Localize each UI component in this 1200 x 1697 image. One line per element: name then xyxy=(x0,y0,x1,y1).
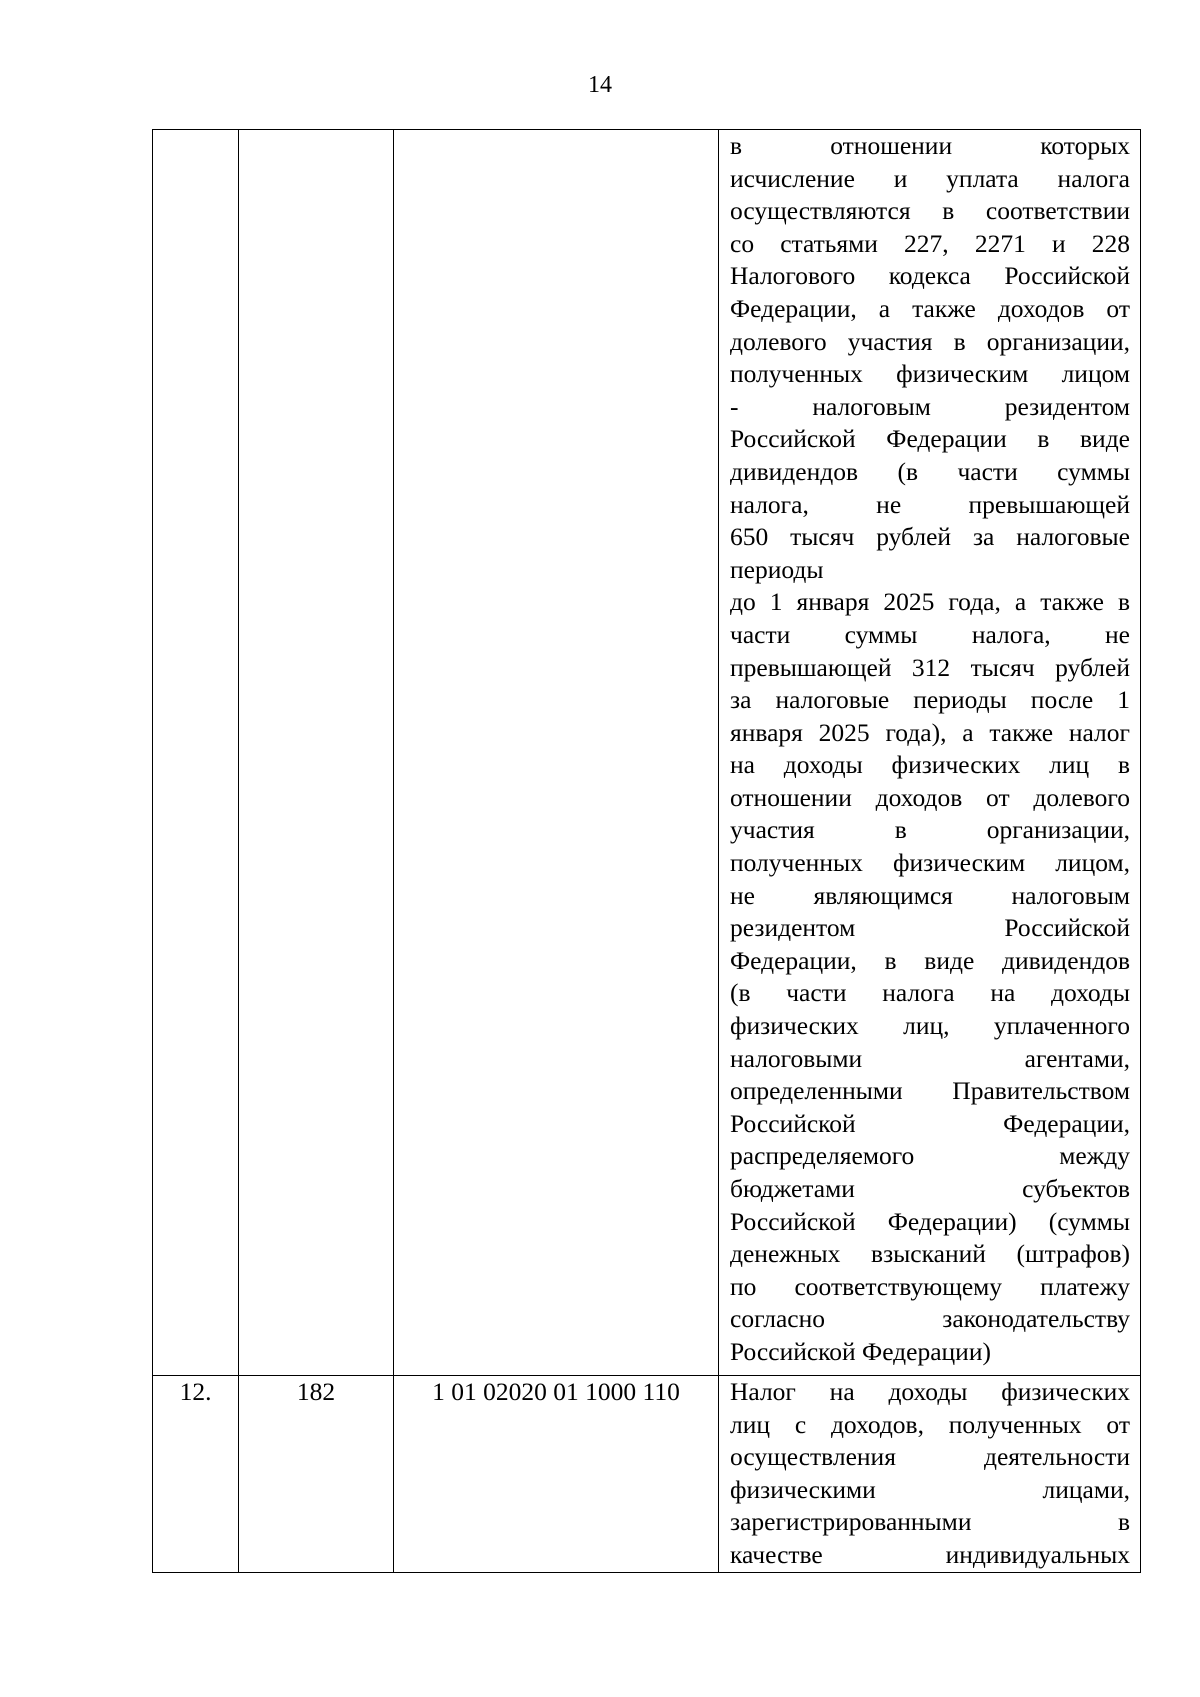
description-line: (в части налога на доходы xyxy=(730,978,1130,1008)
description-line: бюджетами субъектов xyxy=(730,1174,1130,1203)
description-line: исчисление и уплата налога xyxy=(730,163,1130,193)
description-line: на доходы физических лиц в xyxy=(730,750,1130,780)
description-line: участия в организации, xyxy=(730,815,1130,845)
description-line: Российской Федерации в виде xyxy=(730,424,1130,454)
description-line: Российской Федерации) (суммы xyxy=(730,1206,1130,1236)
description-line: осуществляются в соответствии xyxy=(730,196,1130,226)
table-row-continuation xyxy=(153,130,1141,1376)
description-line: Федерации, в виде дивидендов xyxy=(730,945,1130,975)
description-line: Федерации, а также доходов от xyxy=(730,293,1130,323)
description-line: налога, не превышающей xyxy=(730,489,1130,519)
description-line: денежных взысканий (штрафов) xyxy=(730,1239,1130,1269)
description-line: качестве индивидуальных xyxy=(730,1539,1130,1569)
admin-code-cell xyxy=(239,130,394,1376)
description-line: января 2025 года), а также налог xyxy=(730,717,1130,747)
description-line: в отношении которых xyxy=(730,131,1130,160)
page-number: 14 xyxy=(588,72,612,98)
description-line: резидентом Российской xyxy=(730,913,1130,943)
admin-code-cell: 182 xyxy=(239,1376,394,1573)
table-row-12 xyxy=(153,1376,1141,1573)
description-line: лиц с доходов, полученных от xyxy=(730,1409,1130,1439)
description-line: долевого участия в организации, xyxy=(730,326,1130,356)
description-line: физическими лицами, xyxy=(730,1474,1130,1504)
description-line: Российской Федерации) xyxy=(730,1336,991,1366)
description-line: не являющимся налоговым xyxy=(730,880,1130,910)
description-line: осуществления деятельности xyxy=(730,1442,1130,1472)
description-line: по соответствующему платежу xyxy=(730,1271,1130,1301)
description-line: периоды xyxy=(730,554,824,584)
description-line: со статьями 227, 2271 и 228 xyxy=(730,228,1130,258)
description-line: Налог на доходы физических xyxy=(730,1377,1130,1406)
row-number-cell: 12. xyxy=(153,1376,239,1573)
description-text xyxy=(730,1376,1130,1572)
description-line: физических лиц, уплаченного xyxy=(730,1011,1130,1041)
description-line: Российской Федерации, xyxy=(730,1108,1130,1138)
budget-codes-table xyxy=(152,129,1141,1573)
kbk-code-cell xyxy=(394,130,719,1376)
description-line: согласно законодательству xyxy=(730,1304,1130,1334)
kbk-code-cell: 1 01 02020 01 1000 110 xyxy=(394,1376,719,1573)
description-line: 650 тысяч рублей за налоговые xyxy=(730,522,1130,552)
description-line: определенными Правительством xyxy=(730,1076,1130,1106)
description-cell xyxy=(719,130,1141,1376)
description-line: превышающей 312 тысяч рублей xyxy=(730,652,1130,682)
description-line: дивидендов (в части суммы xyxy=(730,456,1130,486)
description-line: полученных физическим лицом, xyxy=(730,848,1130,878)
description-line: до 1 января 2025 года, а также в xyxy=(730,587,1130,617)
description-line: Налогового кодекса Российской xyxy=(730,261,1130,291)
description-line: налоговыми агентами, xyxy=(730,1043,1130,1073)
description-line: распределяемого между xyxy=(730,1141,1130,1171)
description-line: части суммы налога, не xyxy=(730,619,1130,649)
description-text xyxy=(730,130,1130,1369)
description-line: за налоговые периоды после 1 xyxy=(730,685,1130,715)
description-line: отношении доходов от долевого xyxy=(730,782,1130,812)
description-cell xyxy=(719,1376,1141,1573)
description-line: полученных физическим лицом xyxy=(730,359,1130,389)
description-line: зарегистрированными в xyxy=(730,1507,1130,1537)
description-line: - налоговым резидентом xyxy=(730,391,1130,421)
row-number-cell xyxy=(153,130,239,1376)
